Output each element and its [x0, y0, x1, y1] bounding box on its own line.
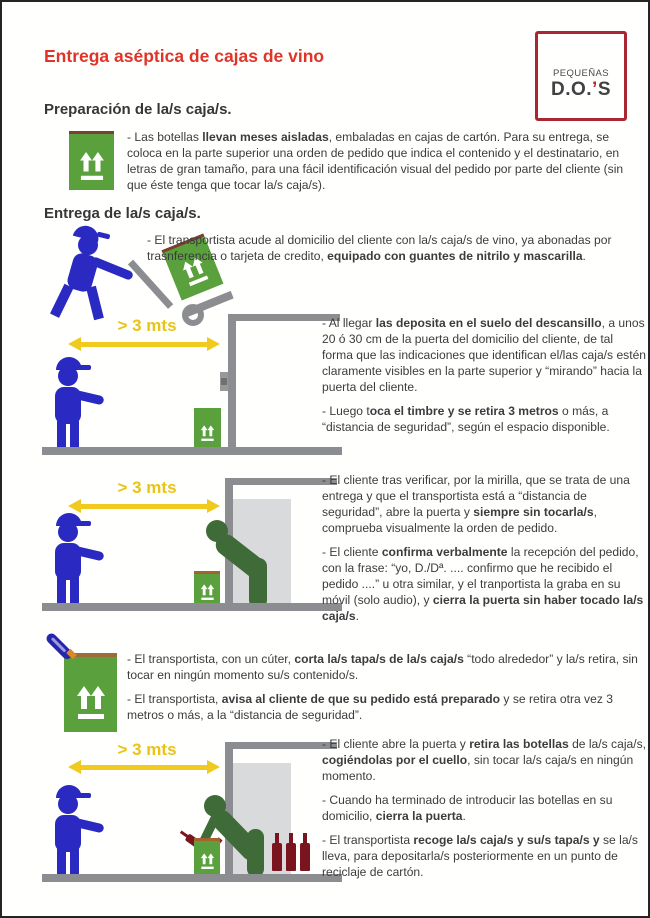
- scene1-text: [322, 315, 647, 443]
- courier-leg: [70, 421, 79, 447]
- scene-client-checks-order: [42, 470, 347, 613]
- section-heading-preparacion: Preparación de la/s caja/s.: [44, 101, 232, 118]
- courier-leg: [57, 849, 66, 875]
- courier-head: [58, 522, 78, 542]
- wine-box: [194, 408, 221, 447]
- cutter-text: [127, 651, 644, 731]
- cap-visor: [78, 365, 91, 370]
- wine-box-open: [194, 838, 220, 875]
- box-cutter-icon: [42, 630, 122, 674]
- courier-figure: [47, 513, 107, 603]
- courier-head: [58, 794, 78, 814]
- client-leg: [247, 829, 264, 877]
- courier-head: [78, 235, 98, 255]
- scene2-text: [322, 472, 647, 632]
- distance-label: > 3 mts: [117, 740, 177, 759]
- distance-arrow-icon: [80, 765, 208, 770]
- floor: [42, 603, 342, 611]
- distance-label: > 3 mts: [117, 316, 177, 335]
- paragraph: - El transportista, con un cúter, corta la/s tapa/s de la/s caja/s “todo alrededor” y la/s retira, sin tocar en ningún momento su/s contenido/s.: [127, 652, 638, 682]
- distance-label: > 3 mts: [117, 478, 177, 497]
- brand-logo: [535, 31, 627, 121]
- courier-figure: [47, 785, 107, 875]
- distance-arrow-icon: [80, 504, 208, 509]
- paragraph: - Cuando ha terminado de introducir las botellas en su domicilio, cierra la puerta.: [322, 793, 613, 823]
- wine-bottle-icon: [286, 843, 296, 871]
- courier-figure: [47, 357, 107, 447]
- scene-client-takes-bottles: [42, 735, 347, 885]
- this-way-up-icon: [198, 581, 217, 604]
- door-lintel: [225, 742, 337, 749]
- paragraph: - Luego toca el timbre y se retira 3 metros o más, a “distancia de seguridad”, según el espacio disponible.: [322, 404, 610, 434]
- paragraph: - El cliente tras verificar, por la mirilla, que se trata de una entrega y que el transportista está a “distancia de seguridad”, abre la puerta y siempre sin tocarla/s, comprueba visualmente la orden de pedido.: [322, 473, 630, 535]
- this-way-up-icon: [198, 850, 217, 873]
- wine-bottle-icon: [300, 843, 310, 871]
- this-way-up-icon: [75, 146, 109, 187]
- delivery-paragraph: - El transportista acude al domicilio del cliente con la/s caja/s de vino, ya abonadas por trasnferencia o tarjeta de credito, equipado con guantes de nitrilo y mascarilla.: [147, 233, 612, 263]
- door-frame: [228, 314, 236, 455]
- scene3-text: [322, 736, 647, 888]
- courier-leg: [57, 421, 66, 447]
- door-keyhole: [221, 378, 227, 385]
- paragraph: - El cliente abre la puerta y retira las botellas de la/s caja/s, cogiéndolas por el cuello, sin tocar la/s caja/s en ningún momento.: [322, 737, 647, 783]
- courier-leg: [57, 577, 66, 603]
- this-way-up-box-icon: [69, 131, 114, 190]
- this-way-up-icon: [71, 679, 111, 727]
- courier-leg: [70, 849, 79, 875]
- wine-box-open: [194, 571, 220, 606]
- paragraph: - El cliente confirma verbalmente la recepción del pedido, con la frase: “yo, D./Dª. .... confirmo que he recibido el pedido ....” u otra similar, y el tranportista la graba en su móvil (solo audio), y cierra la puerta sin haber tocado la/s caja/s.: [322, 545, 644, 623]
- page-title: Entrega aséptica de cajas de vino: [44, 46, 325, 66]
- cap-visor: [78, 793, 91, 798]
- section-heading-entrega: Entrega de la/s caja/s.: [44, 205, 201, 222]
- client-head: [206, 520, 228, 542]
- logo-dos: D.O.: [550, 78, 593, 100]
- client-leg: [249, 558, 267, 608]
- courier-leg: [70, 577, 79, 603]
- wine-bottle-icon: [272, 843, 282, 871]
- this-way-up-icon: [198, 422, 217, 445]
- logo-s: S: [597, 78, 612, 100]
- prep-paragraph: - Las botellas llevan meses aisladas, embaladas en cajas de cartón. Para su entrega, se coloca en la parte superior una orden de pedido que indica el contenido y el destinatario, en letras de gran tamaño, para una fácil identificación visual del pedido por parte del cliente (sin que éste tenga que tocar la/s caja/s).: [127, 130, 624, 192]
- paragraph: - Al llegar las deposita en el suelo del descansillo, a unos 20 ó 30 cm de la puerta del domicilio del cliente, de tal forma que las indicaciones que identifican el/las caja/s estén claramente visibles en la parte superior y “mirando” hacia la puerta del cliente.: [322, 316, 647, 394]
- paragraph: - El transportista, avisa al cliente de que su pedido está preparado y se retira otra vez 3 metros o más, a la “distancia de seguridad”.: [127, 692, 613, 722]
- logo-text-small: PEQUEÑAS: [553, 67, 609, 79]
- logo-apostrophe: ’: [592, 78, 598, 100]
- client-head: [204, 795, 226, 817]
- cap-visor: [78, 521, 91, 526]
- logo-text-large: [551, 79, 611, 101]
- distance-arrow-icon: [80, 342, 208, 347]
- paragraph: - El transportista recoge la/s caja/s y su/s tapa/s y se la/s lleva, para depositarla/s posteriormente en un punto de reciclaje de cartón.: [322, 833, 638, 879]
- handtruck-handle: [128, 260, 173, 309]
- courier-head: [58, 366, 78, 386]
- floor: [42, 874, 342, 882]
- floor: [42, 447, 342, 455]
- scene-deposit-at-door: [42, 312, 347, 459]
- door-lintel: [225, 478, 337, 485]
